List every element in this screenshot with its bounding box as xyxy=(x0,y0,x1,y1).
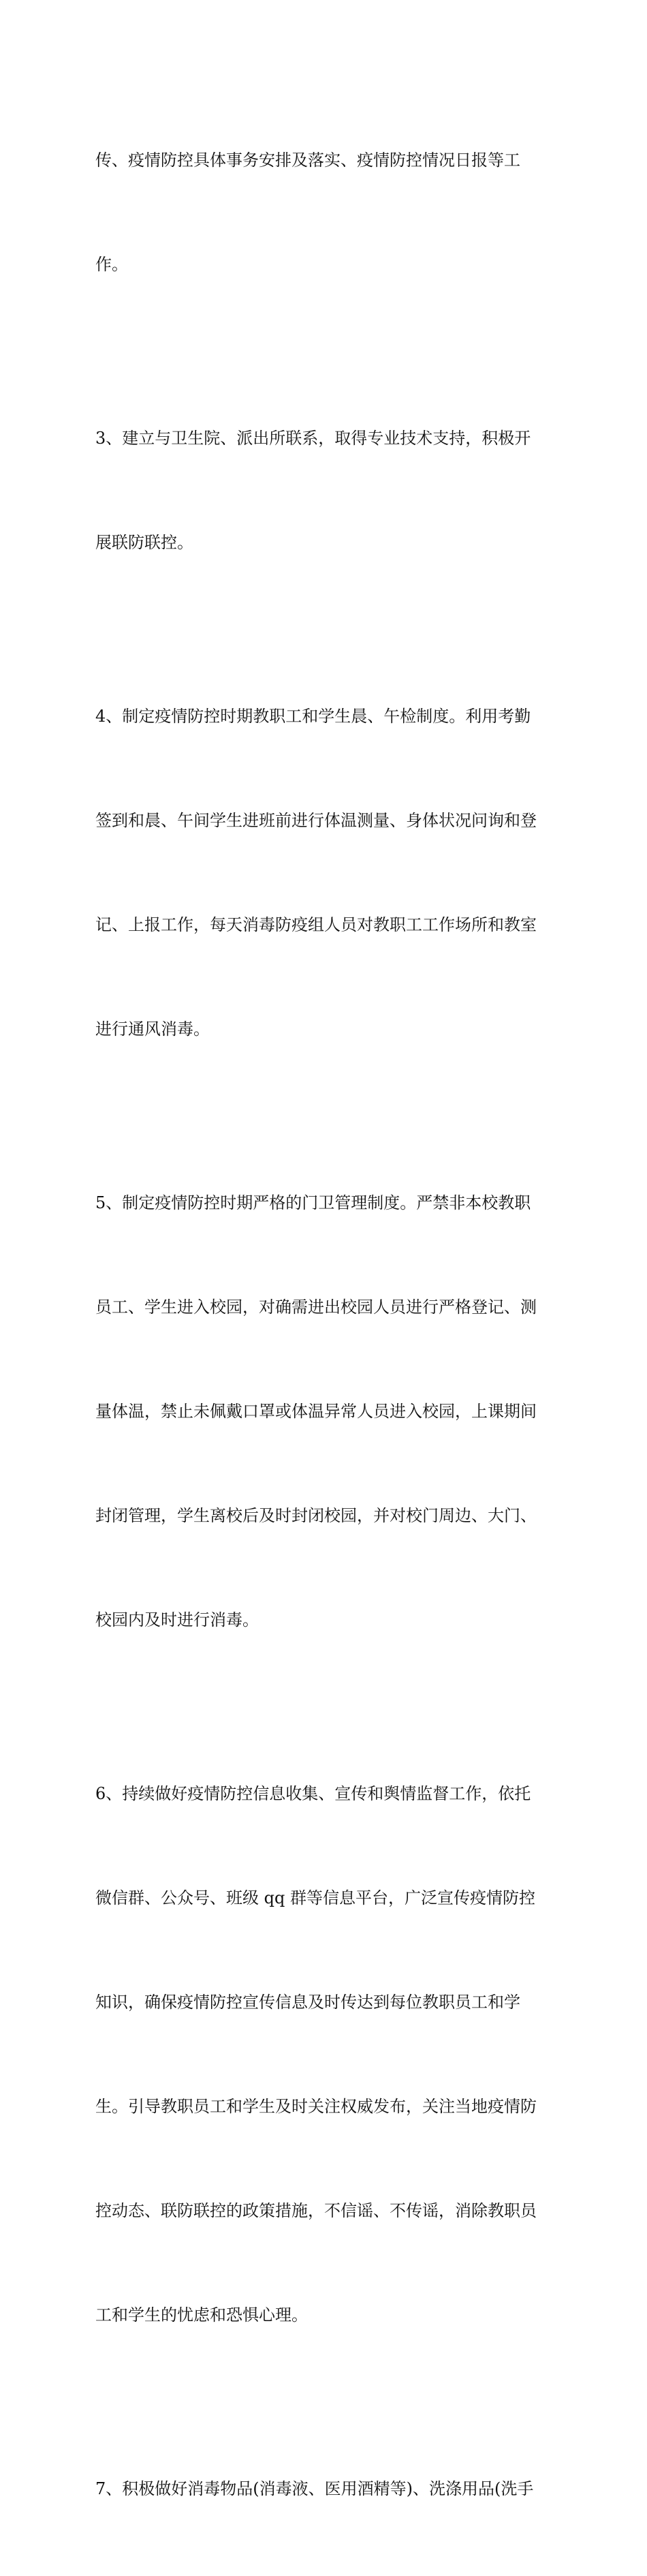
text-line: 传、疫情防控具体事务安排及落实、疫情防控情况日报等工 xyxy=(95,151,520,170)
text-line: 员工、学生进入校园，对确需进出校园人员进行严格登记、测 xyxy=(95,1298,537,1317)
text-line: 作。 xyxy=(95,255,128,274)
text-line: 校园内及时进行消毒。 xyxy=(95,1610,259,1629)
text-line: 5、制定疫情防控时期严格的门卫管理制度。严禁非本校教职 xyxy=(95,1193,531,1212)
paragraph xyxy=(95,1707,553,2402)
text-line: 6、持续做好疫情防控信息收集、宣传和舆情监督工作，依托 xyxy=(95,1784,531,1803)
paragraph xyxy=(95,74,553,352)
text-line: 封闭管理，学生离校后及时封闭校园，并对校门周边、大门、 xyxy=(95,1506,537,1525)
text-line: 记、上报工作，每天消毒防疫组人员对教职工工作场所和教室 xyxy=(95,915,537,934)
document-body xyxy=(95,74,553,2576)
text-line: 3、建立与卫生院、派出所联系，取得专业技术支持，积极开 xyxy=(95,429,531,448)
text-line: 展联防联控。 xyxy=(95,533,193,552)
text-line: 进行通风消毒。 xyxy=(95,1019,210,1039)
text-line: 签到和晨、午间学生进班前进行体温测量、身体状况问询和登 xyxy=(95,811,537,830)
paragraph xyxy=(95,630,553,1116)
text-line: 知识，确保疫情防控宣传信息及时传达到每位教职员工和学 xyxy=(95,1993,520,2012)
paragraph xyxy=(95,2402,553,2576)
text-line: 控动态、联防联控的政策措施，不信谣、不传谣，消除教职员 xyxy=(95,2201,537,2220)
text-line: 生。引导教职员工和学生及时关注权威发布，关注当地疫情防 xyxy=(95,2097,537,2116)
paragraph xyxy=(95,352,553,630)
text-line: 量体温，禁止未佩戴口罩或体温异常人员进入校园，上课期间 xyxy=(95,1402,537,1421)
text-line: 微信群、公众号、班级 qq 群等信息平台，广泛宣传疫情防控 xyxy=(95,1888,535,1907)
text-line: 7、积极做好消毒物品(消毒液、医用酒精等)、洗涤用品(洗手 xyxy=(95,2479,534,2498)
text-line: 工和学生的忧虑和恐惧心理。 xyxy=(95,2305,308,2325)
paragraph xyxy=(95,1116,553,1707)
text-line: 4、制定疫情防控时期教职工和学生晨、午检制度。利用考勤 xyxy=(95,707,531,726)
